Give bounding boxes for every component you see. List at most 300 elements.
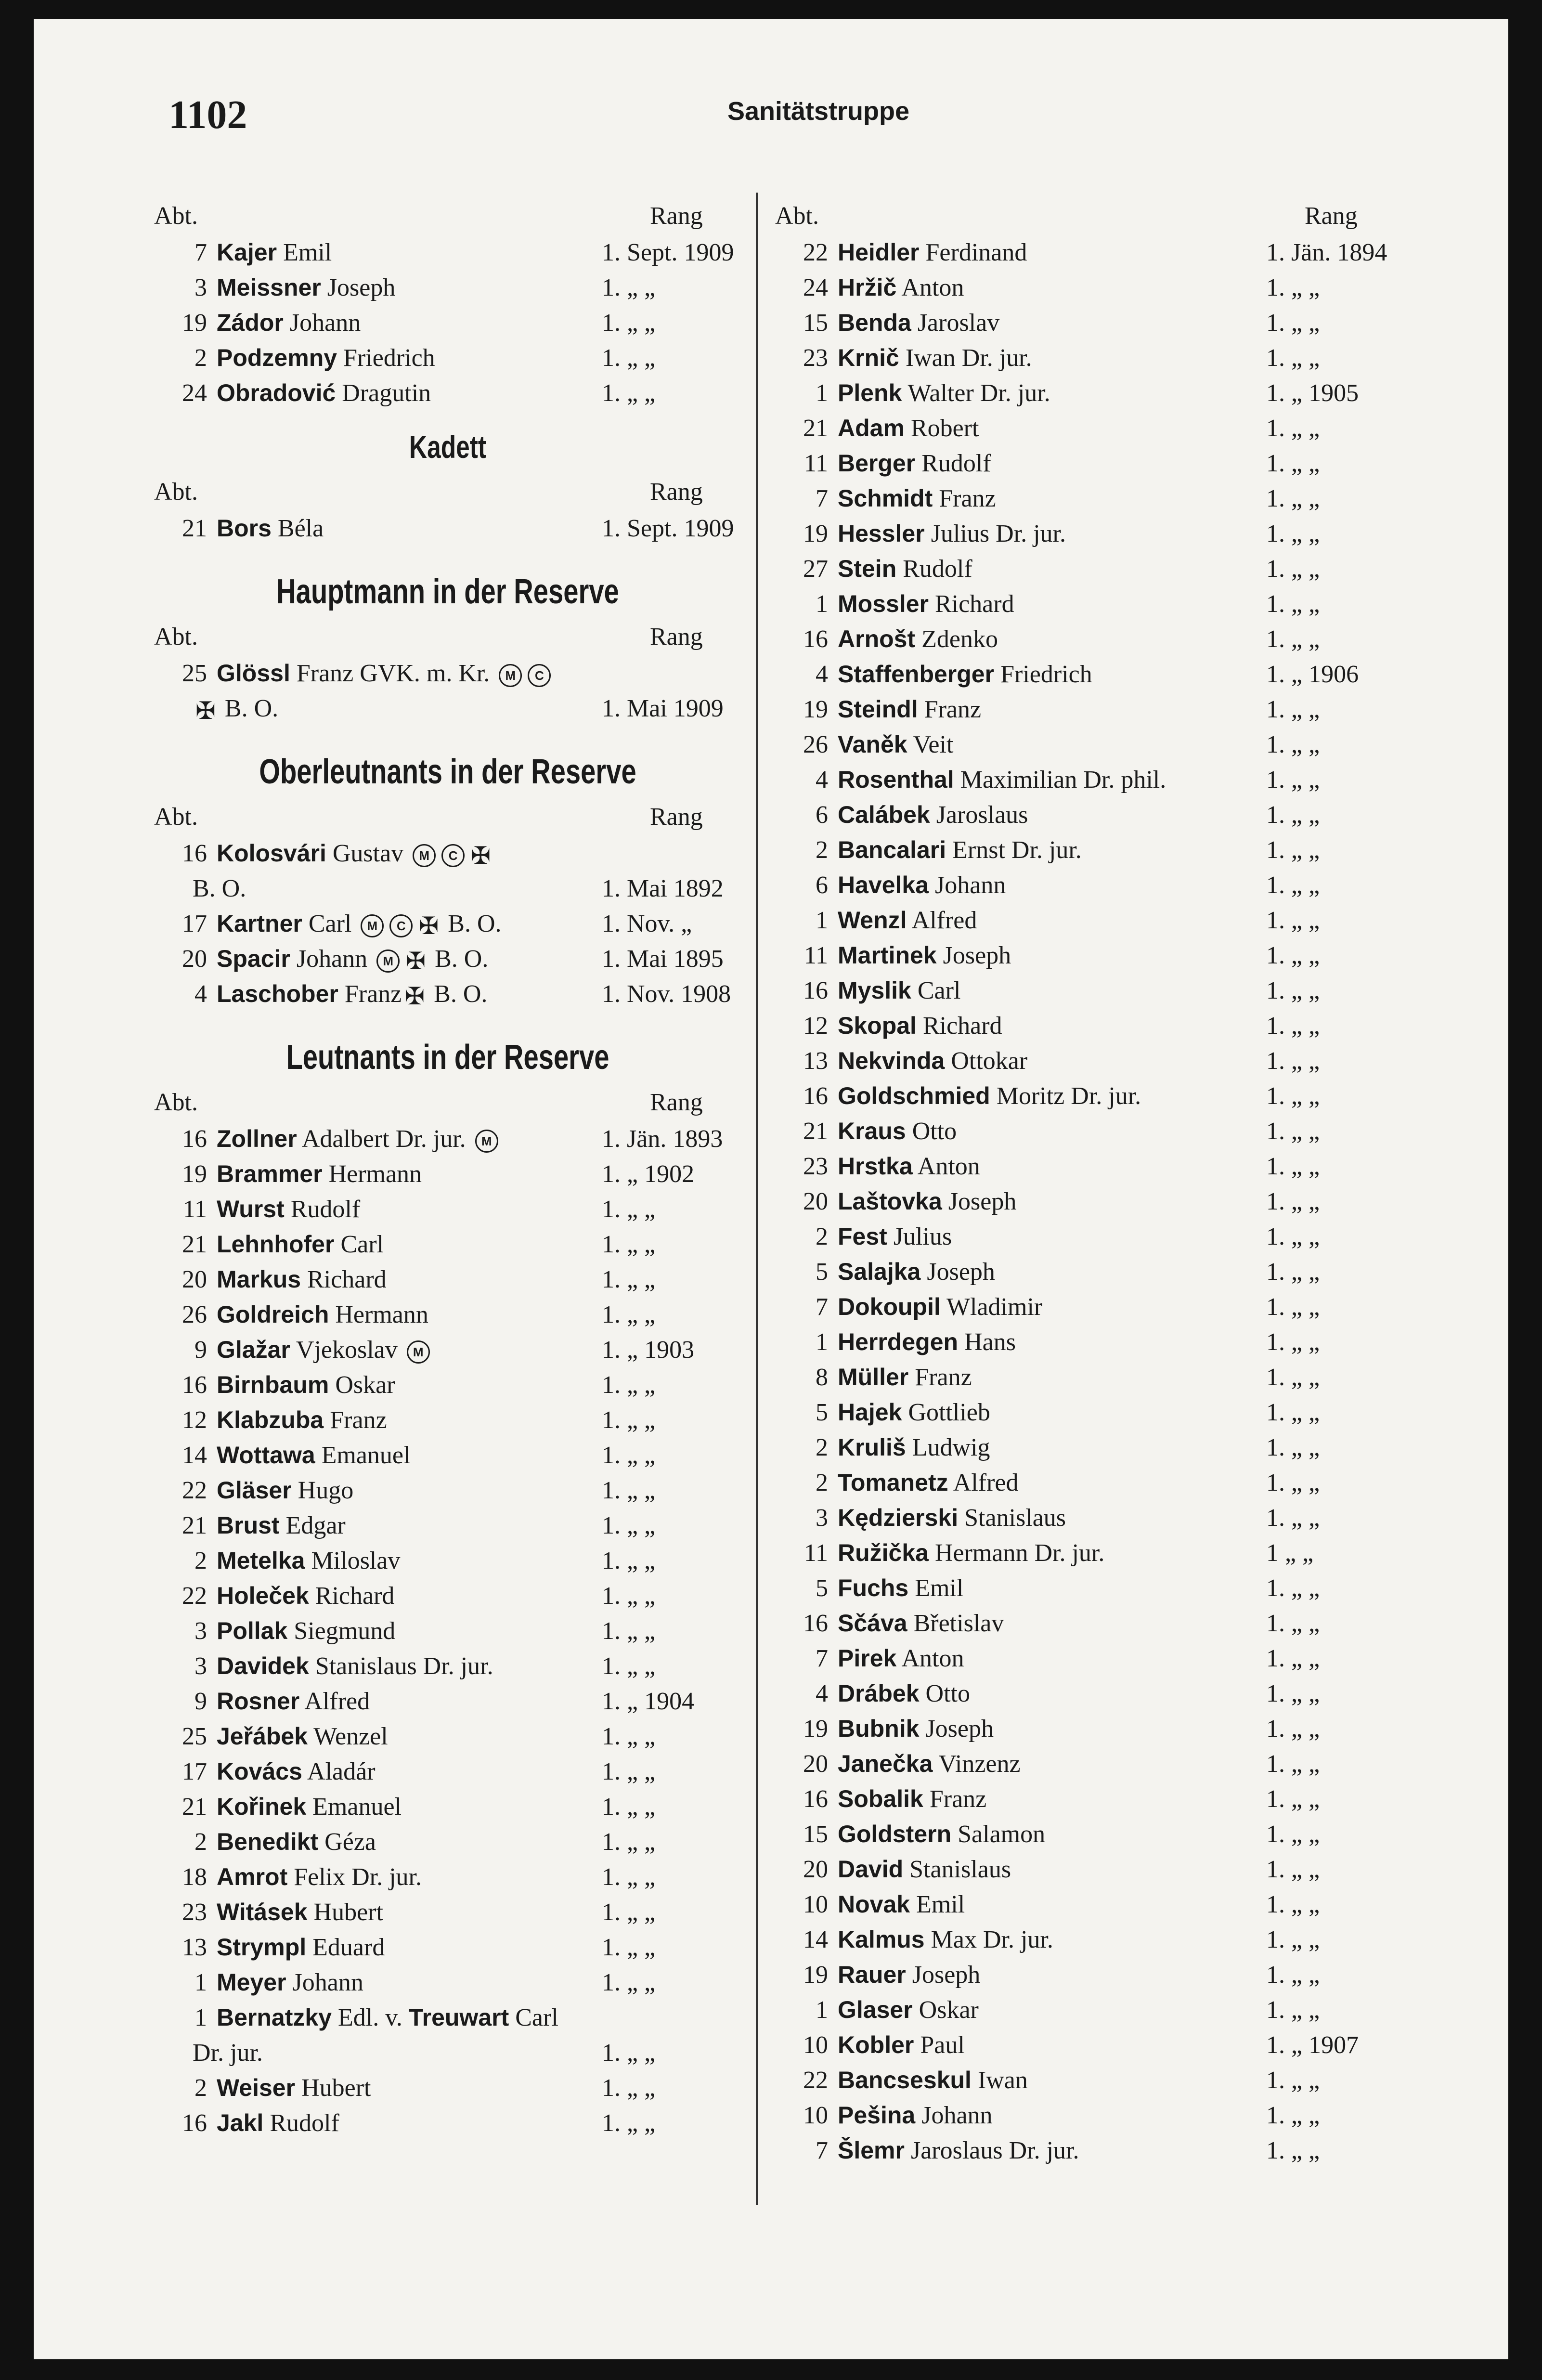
- roster-row: [775, 1957, 1411, 1992]
- person-name: Arnošt Zdenko: [838, 625, 998, 653]
- roster-row: [775, 1219, 1411, 1254]
- roster-row: [775, 1676, 1411, 1711]
- roster-row: [154, 1297, 741, 1332]
- roster-row: [775, 1887, 1411, 1922]
- abt-number: 9: [194, 1688, 207, 1715]
- person-name: Benedikt Géza: [217, 1828, 376, 1856]
- person-name: Podzemny Friedrich: [217, 344, 435, 372]
- rank-date: 1. „ „: [1266, 274, 1320, 301]
- roster-row: [154, 1543, 741, 1578]
- running-head: Sanitätstruppe: [727, 97, 910, 126]
- rank-date: 1. „ „: [602, 1442, 656, 1469]
- roster-row: [775, 868, 1411, 903]
- abt-number: 2: [816, 1434, 828, 1461]
- rank-date: 1. „ „: [1266, 766, 1320, 793]
- abt-number: 23: [803, 344, 828, 372]
- abt-header: Abt.: [775, 202, 819, 230]
- section-heading-oberleutnants: Oberleutnants in der Reserve: [259, 753, 636, 791]
- cross-icon: ✠: [195, 697, 216, 725]
- roster-row: [154, 1613, 741, 1649]
- badge-c-icon: C: [528, 664, 551, 687]
- person-name: Staffenberger Friedrich: [838, 661, 1092, 688]
- rank-date: 1. „ „: [602, 2039, 656, 2067]
- rank-date: 1. „ „: [602, 379, 656, 407]
- roster-row: [775, 481, 1411, 516]
- person-name: Hrstka Anton: [838, 1153, 980, 1180]
- person-name: Rosenthal Maximilian Dr. phil.: [838, 766, 1166, 793]
- roster-row: [775, 832, 1411, 868]
- rank-date: 1. „ „: [602, 1301, 656, 1328]
- abt-number: 15: [803, 309, 828, 337]
- roster-row: [154, 1262, 741, 1297]
- abt-number: 19: [803, 520, 828, 547]
- abt-number: 4: [194, 980, 207, 1008]
- person-name: Meissner Joseph: [217, 274, 396, 301]
- abt-number: 4: [816, 661, 828, 688]
- person-name: Kędzierski Stanislaus: [838, 1504, 1066, 1532]
- abt-number: 1: [816, 1328, 828, 1356]
- person-name: Goldstern Salamon: [838, 1821, 1046, 1848]
- cross-icon: ✠: [405, 948, 426, 975]
- person-name: Myslik Carl: [838, 977, 961, 1004]
- abt-number: 11: [803, 942, 828, 969]
- abt-number: 2: [194, 2074, 207, 2102]
- abt-number: 23: [803, 1153, 828, 1180]
- roster-row: [154, 376, 741, 411]
- abt-number: 22: [803, 239, 828, 266]
- abt-number: 6: [816, 871, 828, 899]
- column-header: [154, 197, 741, 235]
- abt-number: 16: [803, 625, 828, 653]
- abt-number: 12: [182, 1406, 207, 1434]
- rank-date: 1. „ „: [602, 309, 656, 337]
- person-name: Metelka Miloslav: [217, 1547, 401, 1574]
- person-name: Stein Rudolf: [838, 555, 972, 583]
- person-name: Adam Robert: [838, 415, 979, 442]
- rank-date: 1. „ „: [602, 1793, 656, 1821]
- column-divider: [756, 193, 758, 2205]
- rank-date: 1. „ „: [1266, 555, 1320, 583]
- roster-row: [775, 551, 1411, 586]
- rank-date: 1. „ 1902: [602, 1160, 695, 1188]
- person-name: Klabzuba Franz: [217, 1406, 387, 1434]
- roster-row: [775, 446, 1411, 481]
- column-header: [154, 618, 741, 656]
- abt-number: 16: [803, 1610, 828, 1637]
- roster-row: [775, 411, 1411, 446]
- rank-date: 1. „ „: [1266, 1328, 1320, 1356]
- roster-row: [775, 1325, 1411, 1360]
- roster-row: [775, 270, 1411, 305]
- person-name: Vaněk Veit: [838, 731, 954, 758]
- rank-date: 1. „ „: [1266, 1610, 1320, 1637]
- rank-date: 1. Mai 1895: [602, 945, 724, 973]
- abt-number: 12: [803, 1012, 828, 1040]
- rang-header: Rang: [1305, 202, 1358, 230]
- person-name: Heidler Ferdinand: [838, 239, 1027, 266]
- person-name: Glössl Franz GVK. m. Kr. M C: [217, 656, 554, 691]
- abt-number: 21: [182, 1231, 207, 1258]
- roster-row: [775, 1992, 1411, 2028]
- person-name: Bubnik Joseph: [838, 1715, 994, 1743]
- abt-number: 1: [816, 379, 828, 407]
- rank-date: 1. „ „: [1266, 1047, 1320, 1075]
- abt-number: 24: [182, 379, 207, 407]
- roster-row: [775, 1711, 1411, 1746]
- rank-date: 1. „ „: [1266, 1504, 1320, 1532]
- abt-header: Abt.: [154, 623, 198, 650]
- person-name: Plenk Walter Dr. jur.: [838, 379, 1050, 407]
- roster-row: [154, 1403, 741, 1438]
- person-name: Novak Emil: [838, 1891, 965, 1918]
- roster-row: [154, 1754, 741, 1789]
- rank-date: 1. „ „: [602, 1863, 656, 1891]
- rank-date: 1. „ „: [602, 1266, 656, 1293]
- abt-header: Abt.: [154, 478, 198, 506]
- abt-number: 16: [803, 1082, 828, 1110]
- rang-header: Rang: [650, 478, 703, 506]
- abt-number: 5: [816, 1258, 828, 1286]
- rank-date: 1. „ „: [1266, 415, 1320, 442]
- person-name: Spacir Johann M ✠ B. O.: [217, 945, 489, 975]
- rank-date: 1. „ „: [602, 1547, 656, 1574]
- rank-date: 1. „ „: [1266, 836, 1320, 864]
- rank-date: 1. „ 1904: [602, 1688, 695, 1715]
- rank-date: 1. „ „: [602, 1371, 656, 1399]
- person-name: Wurst Rudolf: [217, 1196, 361, 1223]
- rank-date: 1. „ „: [1266, 1785, 1320, 1813]
- abt-number: 11: [803, 450, 828, 477]
- roster-row: [775, 1114, 1411, 1149]
- abt-number: 16: [182, 840, 207, 867]
- rank-date: 1. „ 1903: [602, 1336, 695, 1364]
- person-name: Laštovka Joseph: [838, 1188, 1017, 1215]
- badge-m-icon: M: [475, 1130, 498, 1153]
- person-name: Kolosvári Gustav M C ✠: [217, 840, 491, 870]
- person-name: Brammer Hermann: [217, 1160, 422, 1188]
- page-number: 1102: [168, 92, 247, 137]
- roster-row: [775, 1289, 1411, 1325]
- person-name: Hajek Gottlieb: [838, 1399, 990, 1426]
- roster-row: [775, 1922, 1411, 1957]
- person-name: Kraus Otto: [838, 1118, 957, 1145]
- leutnants-list-end: [154, 2070, 741, 2141]
- roster-row: [154, 1895, 741, 1930]
- abt-number: 2: [194, 1828, 207, 1856]
- person-name: Calábek Jaroslaus: [838, 801, 1028, 829]
- person-name: Fest Julius: [838, 1223, 952, 1250]
- abt-number: 4: [816, 1680, 828, 1707]
- rank-date: 1. Nov. „: [602, 910, 692, 937]
- person-name: Havelka Johann: [838, 871, 1006, 899]
- person-name: Benda Jaroslav: [838, 309, 1000, 337]
- kadett-list: [154, 511, 741, 546]
- abt-number: 1: [816, 590, 828, 618]
- person-name: Rauer Joseph: [838, 1961, 981, 1989]
- rank-date: 1. „ „: [1266, 871, 1320, 899]
- roster-row: [154, 235, 741, 270]
- rank-date: 1. „ „: [1266, 1715, 1320, 1743]
- roster-row: [154, 836, 741, 871]
- person-name: Hessler Julius Dr. jur.: [838, 520, 1066, 547]
- abt-number: 26: [803, 731, 828, 758]
- person-name: Pollak Siegmund: [217, 1617, 396, 1645]
- rank-date: 1. „ „: [1266, 1012, 1320, 1040]
- abt-number: 17: [182, 910, 207, 937]
- abt-number: 20: [182, 945, 207, 973]
- badge-m-icon: M: [413, 844, 436, 867]
- abt-number: 10: [803, 1891, 828, 1918]
- person-name: Fuchs Emil: [838, 1574, 964, 1602]
- roster-row: [775, 1430, 1411, 1465]
- abt-number: 1: [194, 1969, 207, 1996]
- roster-row: [775, 727, 1411, 762]
- roster-row: [154, 1227, 741, 1262]
- rank-date: 1. „ „: [1266, 1680, 1320, 1707]
- rank-date: 1. „ „: [1266, 1750, 1320, 1778]
- roster-row: [775, 938, 1411, 973]
- rank-date: 1. „ 1905: [1266, 379, 1359, 407]
- left-column: [154, 197, 741, 2141]
- roster-row: [154, 1684, 741, 1719]
- person-name: Kobler Paul: [838, 2031, 965, 2059]
- person-name: Kalmus Max Dr. jur.: [838, 1926, 1053, 1953]
- abt-number: 20: [803, 1856, 828, 1883]
- abt-number: 15: [803, 1821, 828, 1848]
- rank-date: 1. „ „: [1266, 1434, 1320, 1461]
- person-name: Wottawa Emanuel: [217, 1442, 411, 1469]
- rank-date: 1. Sept. 1909: [602, 239, 734, 266]
- abt-number: 19: [803, 1961, 828, 1989]
- rank-date: 1. „ „: [1266, 309, 1320, 337]
- rank-date: 1. „ „: [1266, 977, 1320, 1004]
- rank-date: 1. „ 1906: [1266, 661, 1359, 688]
- rank-date: 1. „ „: [602, 1899, 656, 1926]
- roster-row: [154, 2106, 741, 2141]
- roster-row: [775, 1852, 1411, 1887]
- person-name: Nekvinda Ottokar: [838, 1047, 1028, 1075]
- cross-icon: ✠: [418, 912, 439, 940]
- roster-row: [775, 1079, 1411, 1114]
- roster-row: [775, 1254, 1411, 1289]
- cross-icon: ✠: [470, 842, 491, 870]
- person-name: Bors Béla: [217, 515, 324, 542]
- badge-m-icon: M: [499, 664, 522, 687]
- person-name: Strympl Eduard: [217, 1934, 385, 1961]
- person-name: Sčáva Břetislav: [838, 1610, 1004, 1637]
- rank-date: 1. Mai 1892: [602, 875, 724, 902]
- roster-row: [154, 1473, 741, 1508]
- roster-row: [775, 305, 1411, 340]
- roster-row: [154, 1789, 741, 1824]
- rang-header: Rang: [650, 623, 703, 650]
- badge-m-icon: M: [407, 1340, 430, 1364]
- abt-number: 9: [194, 1336, 207, 1364]
- rank-date: 1. „ „: [1266, 1856, 1320, 1883]
- person-name: Schmidt Franz: [838, 485, 996, 512]
- person-name: Kořinek Emanuel: [217, 1793, 402, 1821]
- rank-date: 1. „ „: [602, 1828, 656, 1856]
- roster-row: [154, 1508, 741, 1543]
- roster-row: [154, 511, 741, 546]
- rank-date: 1. „ „: [1266, 696, 1320, 723]
- roster-row: [775, 1571, 1411, 1606]
- person-name: Meyer Johann: [217, 1969, 363, 1996]
- rank-date: 1. „ „: [1266, 1821, 1320, 1848]
- abt-number: 21: [182, 1793, 207, 1821]
- rank-date: 1. „ „: [1266, 907, 1320, 934]
- abt-number: 21: [803, 415, 828, 442]
- right-column: [775, 197, 1411, 2168]
- roster-row: [775, 1746, 1411, 1782]
- section-heading-leutnants: Leutnants in der Reserve: [286, 1038, 609, 1077]
- abt-number: 20: [803, 1750, 828, 1778]
- rank-date: 1. „ „: [1266, 1399, 1320, 1426]
- person-name: Markus Richard: [217, 1266, 387, 1293]
- person-name: Herrdegen Hans: [838, 1328, 1016, 1356]
- roster-row: [775, 692, 1411, 727]
- rank-date: 1. „ „: [1266, 1469, 1320, 1496]
- person-name: Bernatzky Edl. v. Treuwart Carl: [217, 2004, 558, 2031]
- section-heading-hauptmann: Hauptmann in der Reserve: [276, 572, 619, 611]
- rank-date: 1. „ „: [1266, 625, 1320, 653]
- roster-row: [154, 1578, 741, 1613]
- abt-number: 23: [182, 1899, 207, 1926]
- roster-row: [154, 976, 741, 1012]
- roster-row: [775, 2133, 1411, 2168]
- person-name: Salajka Joseph: [838, 1258, 995, 1286]
- roster-row: [775, 1149, 1411, 1184]
- roster-row: [775, 1008, 1411, 1043]
- rank-date: 1. „ „: [602, 1406, 656, 1434]
- rank-date: 1. „ „: [1266, 942, 1320, 969]
- roster-row: [775, 762, 1411, 797]
- person-name: Kajer Emil: [217, 239, 332, 266]
- abt-number: 3: [194, 1652, 207, 1680]
- person-name: Wenzl Alfred: [838, 907, 977, 934]
- abt-number: 16: [803, 1785, 828, 1813]
- rank-date: 1. „ „: [602, 1617, 656, 1645]
- rank-date: 1. „ „: [1266, 2137, 1320, 2164]
- roster-row: [775, 973, 1411, 1008]
- rang-header: Rang: [650, 202, 703, 230]
- person-name: Witásek Hubert: [217, 1899, 383, 1926]
- rank-date: 1. „ „: [602, 1758, 656, 1785]
- person-name: Pirek Anton: [838, 1645, 964, 1672]
- abt-number: 3: [194, 274, 207, 301]
- abt-number: 20: [182, 1266, 207, 1293]
- person-name: Amrot Felix Dr. jur.: [217, 1863, 422, 1891]
- abt-number: 3: [194, 1617, 207, 1645]
- roster-row-continuation: [154, 2035, 741, 2070]
- roster-row: [775, 340, 1411, 376]
- person-name: Glaser Oskar: [838, 1996, 979, 2024]
- abt-header: Abt.: [154, 1089, 198, 1116]
- rank-date: 1. „ „: [1266, 1364, 1320, 1391]
- roster-row: [154, 1121, 741, 1157]
- roster-row: [154, 1157, 741, 1192]
- rank-date: 1. „ 1907: [1266, 2031, 1359, 2059]
- abt-number: 18: [182, 1863, 207, 1891]
- abt-number: 13: [182, 1934, 207, 1961]
- badge-m-icon: M: [361, 914, 384, 937]
- rank-date: 1. „ „: [602, 1477, 656, 1504]
- roster-row: [154, 1649, 741, 1684]
- roster-row: [154, 1860, 741, 1895]
- roster-row: [775, 1043, 1411, 1079]
- column-header: [154, 1084, 741, 1121]
- person-name: Jakl Rudolf: [217, 2109, 339, 2137]
- rank-date: 1. Nov. 1908: [602, 980, 731, 1008]
- person-name: David Stanislaus: [838, 1856, 1011, 1883]
- rank-date: 1. „ „: [1266, 344, 1320, 372]
- left-top-list: [154, 235, 741, 411]
- rank-date: 1. „ „: [1266, 1223, 1320, 1250]
- rank-date: 1. „ „: [1266, 1926, 1320, 1953]
- person-name: Sobalik Franz: [838, 1785, 987, 1813]
- abt-number: 3: [816, 1504, 828, 1532]
- roster-row: [154, 2000, 741, 2035]
- person-name: Kovács Aladár: [217, 1758, 376, 1785]
- person-name-continued: ✠ B. O.: [195, 695, 279, 725]
- person-name: Krnič Iwan Dr. jur.: [838, 344, 1032, 372]
- abt-number: 26: [182, 1301, 207, 1328]
- roster-row: [775, 1606, 1411, 1641]
- abt-number: 4: [816, 766, 828, 793]
- person-name-continued: B. O.: [193, 875, 246, 902]
- roster-row: [775, 2028, 1411, 2063]
- abt-number: 10: [803, 2102, 828, 2129]
- rank-date: 1. „ „: [1266, 1153, 1320, 1180]
- person-name: Hržič Anton: [838, 274, 964, 301]
- column-header: [154, 798, 741, 836]
- rank-date: 1. „ „: [602, 1652, 656, 1680]
- rank-date: 1. „ „: [1266, 590, 1320, 618]
- abt-number: 19: [182, 1160, 207, 1188]
- rank-date: 1. „ „: [1266, 1293, 1320, 1321]
- rank-date: 1. „ „: [1266, 1118, 1320, 1145]
- abt-number: 7: [816, 1293, 828, 1321]
- leutnants-list: [154, 1121, 741, 2000]
- person-name: Rosner Alfred: [217, 1688, 370, 1715]
- roster-row: [154, 1719, 741, 1754]
- person-name: Laschober Franz ✠ B. O.: [217, 980, 488, 1010]
- abt-number: 1: [194, 2004, 207, 2031]
- abt-number: 2: [816, 836, 828, 864]
- person-name: Obradović Dragutin: [217, 379, 431, 407]
- abt-number: 13: [803, 1047, 828, 1075]
- roster-row: [775, 903, 1411, 938]
- abt-number: 21: [182, 515, 207, 542]
- person-name-continued: Dr. jur.: [193, 2039, 263, 2067]
- abt-number: 22: [182, 1582, 207, 1610]
- person-name: Tomanetz Alfred: [838, 1469, 1019, 1496]
- abt-number: 11: [182, 1196, 207, 1223]
- person-name: Pešina Johann: [838, 2102, 993, 2129]
- abt-number: 7: [816, 485, 828, 512]
- rang-header: Rang: [650, 803, 703, 831]
- roster-row: [775, 1184, 1411, 1219]
- rank-date: 1. „ „: [1266, 1996, 1320, 2024]
- abt-number: 21: [182, 1512, 207, 1539]
- person-name: Lehnhofer Carl: [217, 1231, 384, 1258]
- person-name: Dokoupil Wladimir: [838, 1293, 1043, 1321]
- abt-number: 16: [182, 1371, 207, 1399]
- abt-header: Abt.: [154, 202, 198, 230]
- abt-number: 16: [182, 2109, 207, 2137]
- abt-number: 14: [803, 1926, 828, 1953]
- person-name: Weiser Hubert: [217, 2074, 371, 2102]
